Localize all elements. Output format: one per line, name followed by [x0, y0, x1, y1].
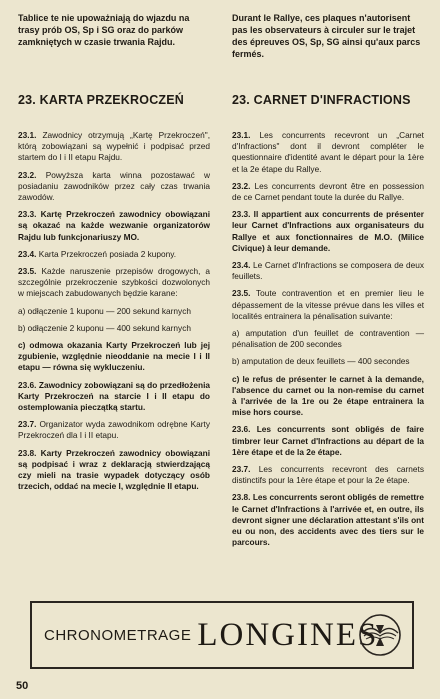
- paragraph-fr-3: [232, 209, 424, 254]
- paragraph-text: c) odmowa okazania Karty Przekroczeń lub jej zgubienie, względnie nieoddanie na mecie I i II etapu — równa się wykluczeniu.: [18, 340, 210, 373]
- paragraph-number: 23.6.: [18, 379, 37, 390]
- paragraph-pl-10: [18, 419, 210, 441]
- section-heading-pl: 23. KARTA PRZEKROCZEŃ: [18, 93, 185, 107]
- paragraph-number: 23.7.: [18, 419, 37, 430]
- paragraph-fr-10: [232, 464, 424, 486]
- paragraph-pl-3: [18, 209, 210, 243]
- paragraph-text: Zawodnicy otrzymują „Kartę Przekroczeń", którą zobowiązani są wypełnić i podpisać przed startem do I i II etapu Rajdu.: [18, 130, 210, 163]
- paragraph-text: a) amputation d'un feuillet de contravention — pénalisation de 200 secondes: [232, 328, 424, 350]
- paragraph-fr-8: [232, 374, 424, 419]
- section-heading-fr: 23. CARNET D'INFRACTIONS: [232, 93, 411, 107]
- paragraph-number: 23.7.: [232, 464, 251, 475]
- paragraph-pl-5: [18, 266, 210, 300]
- paragraph-fr-9: [232, 424, 424, 458]
- paragraph-number: 23.4.: [18, 248, 37, 259]
- paragraph-number: 23.1.: [18, 130, 37, 140]
- paragraph-pl-4: [18, 249, 210, 260]
- paragraph-fr-2: [232, 181, 424, 203]
- paragraph-text: Il appartient aux concurrents de présenter leur Carnet d'Infractions aux organisateurs du Rallye et aux fonctionnaires de M.O. (Milice Civique) à leur demande.: [232, 209, 424, 253]
- paragraph-text: b) odłączenie 2 kuponu — 400 sekund karnych: [18, 322, 191, 333]
- paragraph-text: Organizator wyda zawodnikom odrębne Karty Przekroczeń dla I i II etapu.: [18, 419, 210, 441]
- paragraph-text: Kartę Przekroczeń zawodnicy obowiązani są okazać na każde wezwanie organizatorów Rajdu lub funkcjonariuszy MO.: [18, 209, 210, 242]
- ad-brand-name: LONGINES: [197, 616, 379, 653]
- paragraph-pl-2: [18, 170, 210, 204]
- paragraph-pl-7: [18, 323, 210, 334]
- paragraph-fr-5: [232, 288, 424, 322]
- paragraph-text: c) le refus de présenter le carnet à la demande, l'absence du carnet ou la non-remise du carnet à l'arrivée de la 1re ou 2e étape entrainera la mise hors course.: [232, 373, 424, 418]
- page-number: 50: [16, 680, 29, 692]
- paragraph-number: 23.3.: [232, 209, 251, 220]
- body-column-fr: [232, 130, 424, 555]
- paragraph-fr-1: [232, 130, 424, 175]
- paragraph-pl-11: [18, 448, 210, 493]
- paragraph-text: Le Carnet d'Infractions se composera de deux feuillets.: [232, 260, 424, 282]
- top-note-fr-column: [232, 12, 424, 60]
- paragraph-text: Zawodnicy zobowiązani są do przedłożenia Karty Przekroczeń na starcie I i II etapu do ostemplowania pieczątką startu.: [18, 379, 210, 413]
- top-note-fr: Durant le Rallye, ces plaques n'autorisent pas les observateurs à circuler sur le trajet des épreuves OS, Sp, SG ainsi qu'aux parcs fermés.: [232, 13, 421, 59]
- paragraph-text: Toute contravention et en premier lieu le dépassement de la vitesse prévue dans les villes et localités entrainera la pénalisation suivante:: [232, 288, 425, 321]
- paragraph-text: Karta Przekroczeń posiada 2 kupony.: [38, 248, 177, 259]
- paragraph-pl-9: [18, 380, 210, 414]
- paragraph-text: Les concurrents recevront des carnets distinctifs pour la 1ère étape et pour la 2e étape.: [232, 464, 424, 486]
- paragraph-text: Les concurrents seront obligés de remettre le Carnet d'Infractions à l'arrivée et, en outre, ils devront signer une déclaration attestant s'ils ont eu ou non, des accidents avec des tiers sur le parcours.: [232, 492, 425, 548]
- paragraph-number: 23.6.: [232, 424, 251, 435]
- top-note-pl: Tablice te nie upoważniają do wjazdu na trasy prób OS, Sp i SG oraz do parków zamkniętych w czasie trwania Rajdu.: [18, 13, 190, 47]
- paragraph-text: Powyższa karta winna pozostawać w posiadaniu zawodników przez cały czas trwania zawodów.: [18, 169, 210, 203]
- paragraph-number: 23.5.: [18, 266, 37, 277]
- paragraph-fr-4: [232, 260, 424, 282]
- paragraph-text: b) amputation de deux feuillets — 400 secondes: [232, 356, 410, 367]
- ad-chronometrage-label: CHRONOMETRAGE: [44, 626, 192, 644]
- paragraph-number: 23.5.: [232, 288, 251, 299]
- paragraph-number: 23.8.: [18, 447, 37, 458]
- paragraph-number: 23.2.: [232, 180, 251, 191]
- paragraph-number: 23.2.: [18, 169, 37, 180]
- paragraph-text: Każde naruszenie przepisów drogowych, a szczególnie przekroczenie szybkości dozwolonych w miejscach zabudowanych będzie karane:: [18, 266, 211, 299]
- body-column-pl: [18, 130, 210, 498]
- top-note-pl-column: [18, 12, 210, 48]
- paragraph-pl-6: [18, 306, 210, 317]
- paragraph-text: Les concurrents recevront un „Carnet d'Infractions" dont il devront compléter le questionnaire d'identité avant le départ pour la 1ère et la 2e étape du Rallye.: [232, 130, 424, 174]
- paragraph-pl-1: [18, 130, 210, 164]
- paragraph-text: Les concurrents devront être en possession de ce Carnet pendant toute la durée du Rallye.: [232, 180, 424, 203]
- paragraph-fr-7: [232, 356, 424, 367]
- winged-hourglass-logo-icon: [358, 613, 402, 657]
- paragraph-text: Les concurrents sont obligés de faire timbrer leur Carnet d'Infractions au départ de la 1ère étape et de la 2e étape.: [232, 424, 424, 457]
- paragraph-text: Karty Przekroczeń zawodnicy obowiązani są podpisać i wraz z deklaracją stwierdzającą czy mieli na trasie wypadek dotyczący osób trzecich, oddać na mecie I, względnie II etapu.: [18, 447, 210, 492]
- paragraph-fr-11: [232, 492, 424, 548]
- paragraph-pl-8: [18, 340, 210, 374]
- paragraph-number: 23.3.: [18, 209, 37, 220]
- paragraph-number: 23.1.: [232, 130, 251, 140]
- paragraph-number: 23.4.: [232, 260, 251, 271]
- paragraph-fr-6: [232, 328, 424, 350]
- paragraph-number: 23.8.: [232, 492, 251, 503]
- paragraph-text: a) odłączenie 1 kuponu — 200 sekund karnych: [18, 305, 191, 316]
- longines-advertisement: [30, 601, 414, 669]
